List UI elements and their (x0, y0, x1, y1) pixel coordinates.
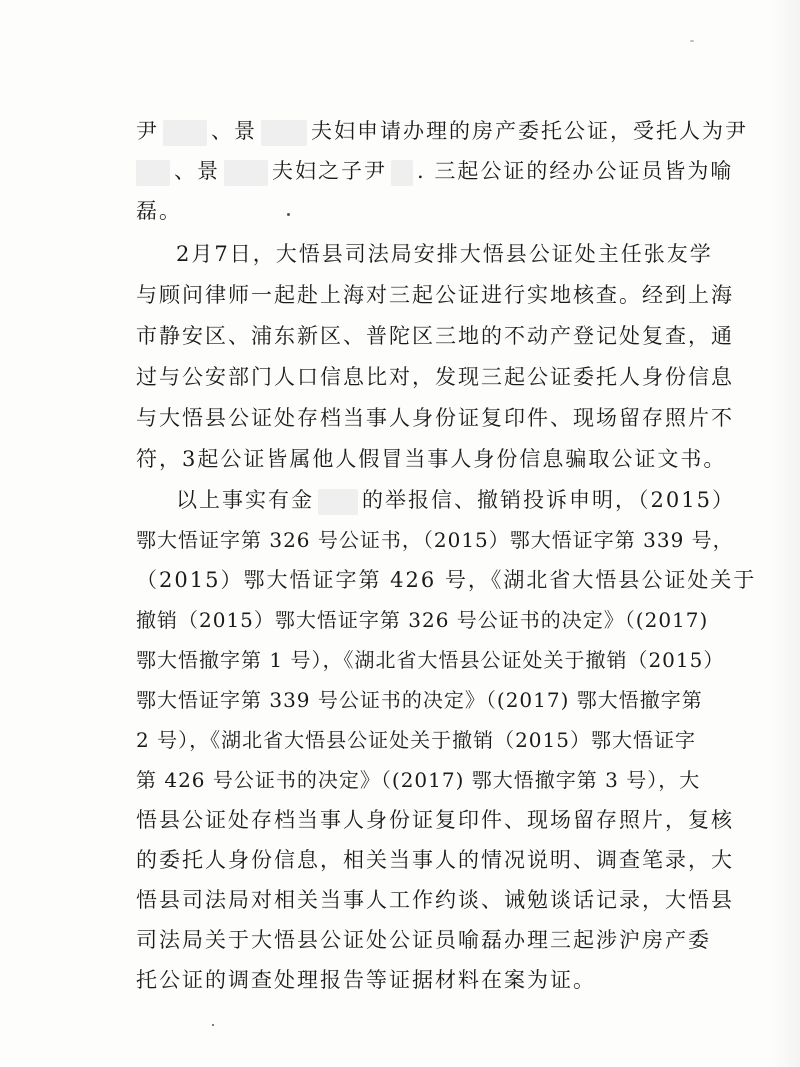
text-line (136, 726, 696, 754)
text-fragment: （2015）鄂大悟证字第 426 号，《湖北省大悟县公证处关于 (136, 568, 757, 592)
scan-speck (690, 40, 694, 42)
text-line (176, 240, 713, 268)
text-line (136, 117, 748, 146)
redaction-box (224, 160, 268, 186)
redaction-box (261, 120, 307, 146)
text-line (136, 197, 182, 225)
text-line (136, 363, 734, 391)
text-line (136, 926, 711, 954)
text-fragment: 、景 (211, 119, 257, 143)
text-line (136, 646, 724, 674)
text-line (136, 404, 734, 432)
text-fragment: 撤销（2015）鄂大悟证字第 326 号公证书的决定》（(2017) (136, 608, 709, 632)
text-fragment: 市静安区、浦东新区、普陀区三地的不动产登记处复查，通 (136, 324, 734, 348)
redaction-box (318, 489, 358, 515)
text-fragment: 尹 (136, 119, 159, 143)
text-line (136, 966, 596, 994)
text-fragment: 磊。 (136, 199, 182, 223)
text-fragment: 的举报信、撤销投诉申明，（2015） (362, 488, 735, 512)
scan-speck (287, 213, 290, 216)
text-line (136, 766, 700, 794)
text-fragment: 与顾问律师一起赴上海对三起公证进行实地核查。经到上海 (136, 283, 734, 307)
text-line (136, 157, 733, 186)
text-line (136, 686, 703, 714)
text-fragment: 鄂大悟证字第 339 号公证书的决定》（(2017) 鄂大悟撤字第 (136, 688, 703, 712)
text-line (136, 322, 734, 350)
text-fragment: 鄂大悟撤字第 1 号），《湖北省大悟县公证处关于撤销（2015） (136, 648, 725, 672)
text-fragment: 2月7日，大悟县司法局安排大悟县公证处主任张友学 (176, 242, 713, 266)
text-fragment: 夫妇之子尹 (272, 159, 387, 183)
text-fragment: 2 号），《湖北省大悟县公证处关于撤销（2015）鄂大悟证字 (136, 728, 696, 752)
text-line (136, 281, 734, 309)
page-edge-shadow (770, 0, 800, 1067)
text-fragment: 悟县公证处存档当事人身份证复印件、现场留存照片，复核 (136, 808, 734, 832)
redaction-box (391, 160, 413, 186)
text-fragment: 托公证的调查处理报告等证据材料在案为证。 (136, 968, 596, 992)
redaction-box (136, 160, 170, 186)
text-fragment: 与大悟县公证处存档当事人身份证复印件、现场留存照片不 (136, 406, 734, 430)
redaction-box (163, 120, 207, 146)
text-line (136, 846, 734, 874)
text-fragment: 第 426 号公证书的决定》（(2017) 鄂大悟撤字第 3 号），大 (136, 768, 701, 792)
text-fragment: 鄂大悟证字第 326 号公证书，（2015）鄂大悟证字第 339 号， (136, 528, 734, 552)
text-fragment: 夫妇申请办理的房产委托公证，受托人为尹 (311, 119, 748, 143)
text-line (136, 606, 708, 634)
text-fragment: 过与公安部门人口信息比对，发现三起公证委托人身份信息 (136, 365, 734, 389)
text-fragment: 悟县司法局对相关当事人工作约谈、诫勉谈话记录，大悟县 (136, 888, 734, 912)
text-fragment: 以上事实有金 (176, 488, 314, 512)
text-fragment: 、景 (174, 159, 220, 183)
text-fragment: . 三起公证的经办公证员皆为喻 (417, 159, 734, 183)
text-line (176, 486, 735, 515)
text-line (136, 526, 734, 554)
text-line (136, 886, 734, 914)
text-fragment: 的委托人身份信息，相关当事人的情况说明、调查笔录，大 (136, 848, 734, 872)
scan-speck (212, 1024, 214, 1026)
text-line (136, 566, 756, 594)
text-fragment: 符，3起公证皆属他人假冒当事人身份信息骗取公证文书。 (136, 447, 727, 471)
text-fragment: 司法局关于大悟县公证处公证员喻磊办理三起涉沪房产委 (136, 928, 711, 952)
text-line (136, 806, 734, 834)
text-line (136, 445, 726, 473)
